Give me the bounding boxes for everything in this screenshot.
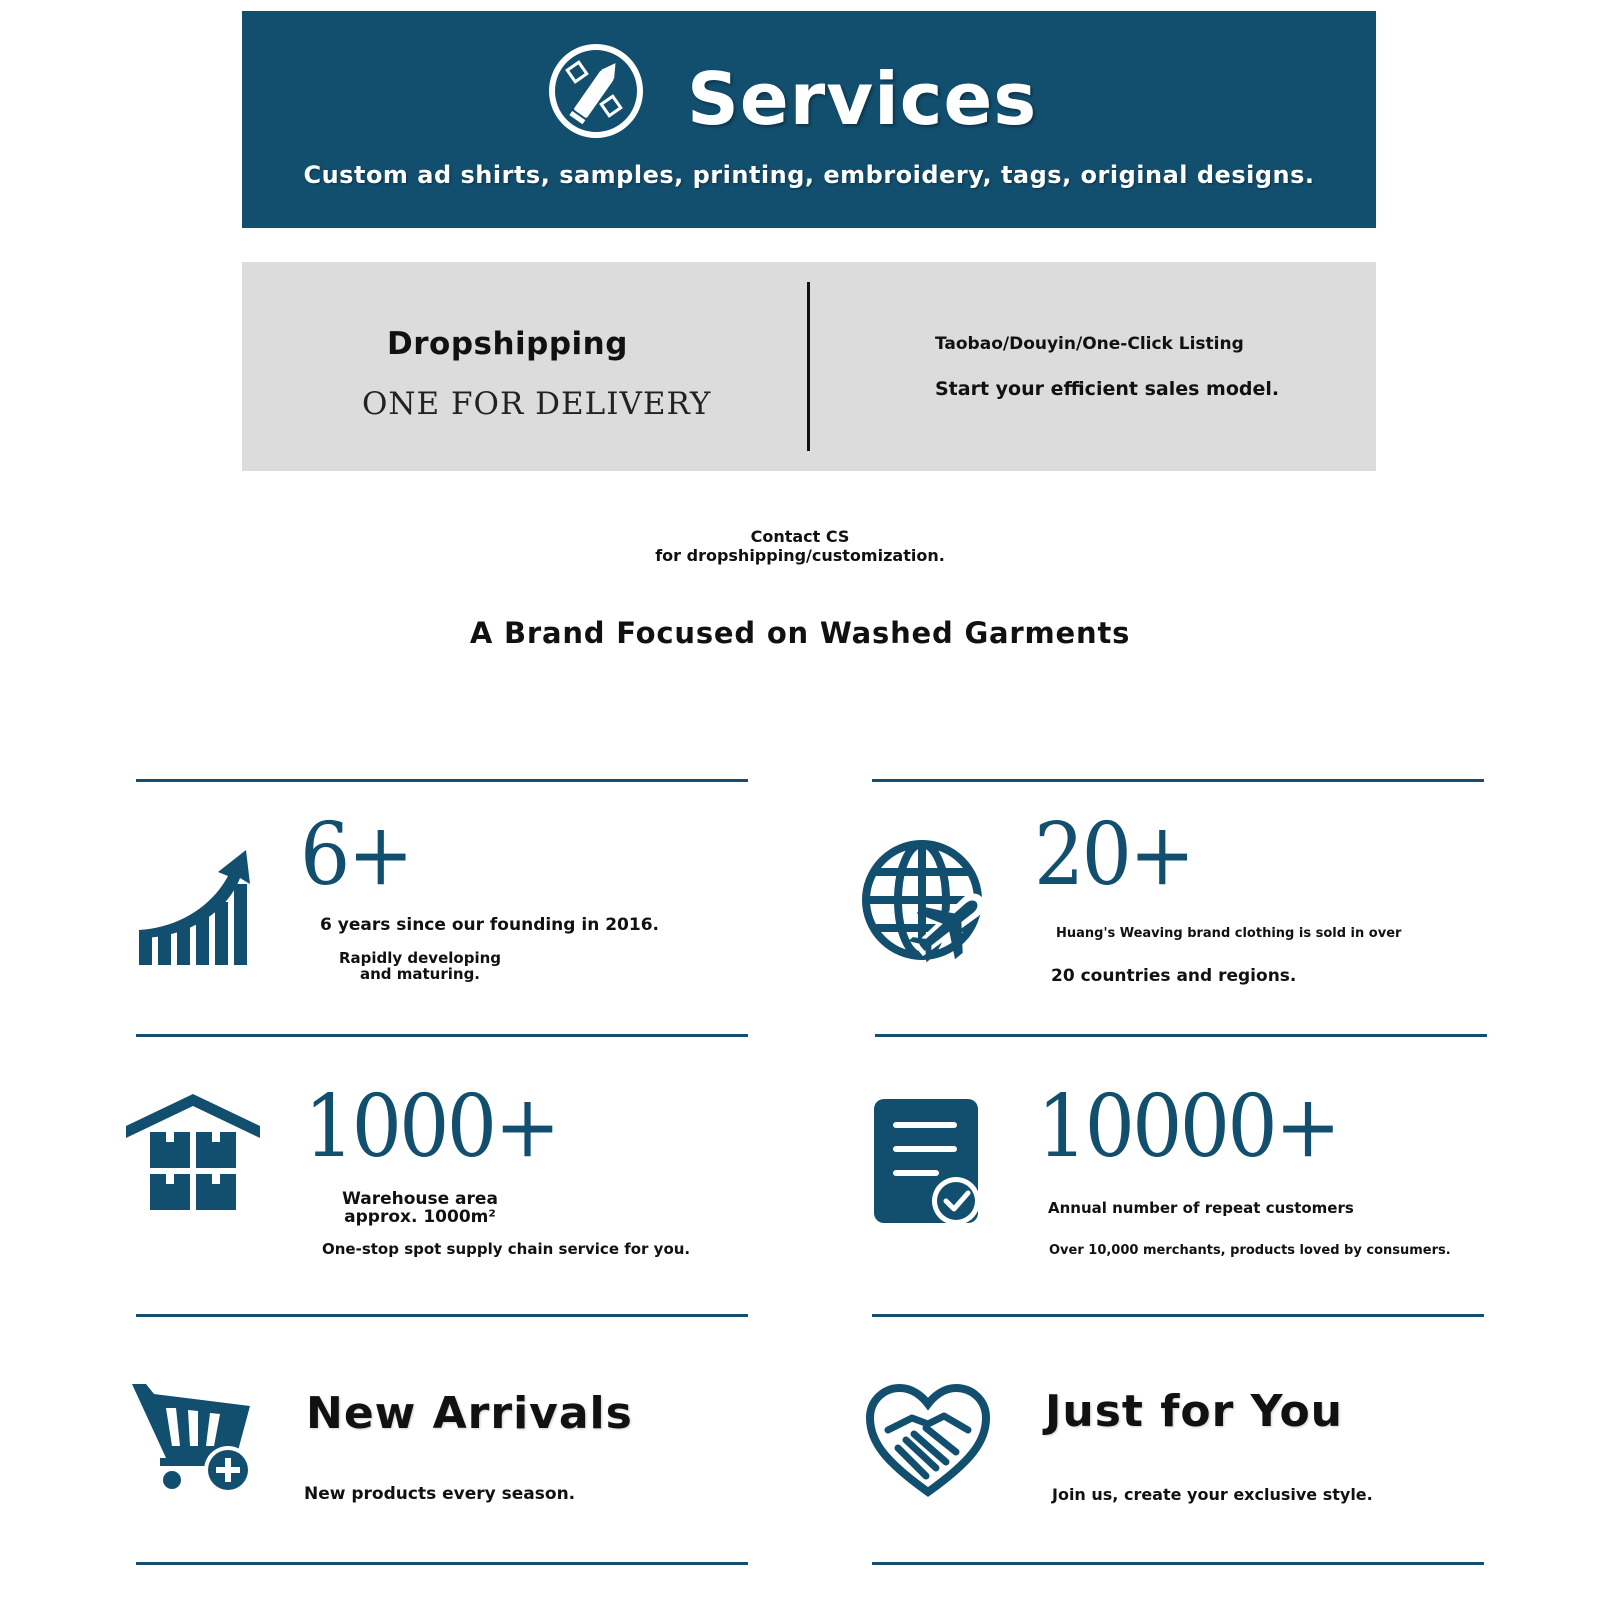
stat-text-developing-line1: Rapidly developing bbox=[338, 949, 502, 967]
just-for-you-text: Join us, create your exclusive style. bbox=[1052, 1485, 1373, 1504]
divider-line bbox=[136, 1562, 748, 1565]
stat-text-warehouse-line2: approx. 1000m² bbox=[344, 1207, 496, 1227]
stat-text-supply-chain: One-stop spot supply chain service for you. bbox=[322, 1240, 691, 1258]
growth-chart-icon bbox=[136, 848, 256, 968]
divider-line bbox=[872, 1562, 1484, 1565]
brand-heading: A Brand Focused on Washed Garments bbox=[469, 616, 1131, 650]
contact-line-2: for dropshipping/customization. bbox=[655, 546, 945, 565]
contact-cs-text bbox=[0, 527, 1600, 565]
stat-text-repeat-customers: Annual number of repeat customers bbox=[1048, 1199, 1354, 1217]
stat-text-founding: 6 years since our founding in 2016. bbox=[320, 915, 659, 935]
stat-value-countries: 20+ bbox=[1034, 805, 1193, 905]
divider-line bbox=[136, 1314, 748, 1317]
divider-line bbox=[875, 1034, 1487, 1037]
stat-text-sold-in: Huang's Weaving brand clothing is sold in over bbox=[1056, 926, 1402, 941]
globe-plane-icon bbox=[860, 838, 990, 968]
pencil-edit-icon bbox=[546, 41, 646, 141]
stat-value-customers: 10000+ bbox=[1037, 1077, 1339, 1177]
listing-platforms-text: Taobao/Douyin/One-Click Listing bbox=[935, 334, 1244, 354]
divider-line bbox=[136, 779, 748, 782]
sales-model-text: Start your efficient sales model. bbox=[935, 378, 1280, 400]
dropshipping-panel bbox=[242, 262, 1376, 471]
heart-handshake-icon bbox=[866, 1384, 990, 1498]
stat-text-developing-line2: and maturing. bbox=[359, 965, 480, 983]
stat-value-years: 6+ bbox=[300, 805, 412, 905]
stat-text-merchants: Over 10,000 merchants, products loved by consumers. bbox=[1049, 1243, 1451, 1258]
dropshipping-subtitle: ONE FOR DELIVERY bbox=[362, 386, 712, 422]
stat-text-countries: 20 countries and regions. bbox=[1051, 966, 1297, 986]
stat-text-warehouse-line1: Warehouse area bbox=[342, 1189, 498, 1209]
warehouse-icon bbox=[126, 1094, 260, 1214]
banner-subtitle: Custom ad shirts, samples, printing, embroidery, tags, original designs. bbox=[303, 161, 1315, 189]
banner-title: Services bbox=[687, 57, 1038, 141]
stat-value-warehouse: 1000+ bbox=[304, 1077, 558, 1177]
stat-text-warehouse bbox=[300, 1190, 540, 1226]
panel-divider bbox=[807, 282, 810, 451]
stat-text-developing bbox=[300, 950, 540, 982]
new-arrivals-heading: New Arrivals bbox=[306, 1388, 633, 1439]
divider-line bbox=[872, 1314, 1484, 1317]
divider-line bbox=[872, 779, 1484, 782]
document-check-icon bbox=[872, 1097, 990, 1227]
contact-line-1: Contact CS bbox=[750, 527, 850, 546]
divider-line bbox=[136, 1034, 748, 1037]
new-arrivals-text: New products every season. bbox=[304, 1484, 576, 1504]
just-for-you-heading: Just for You bbox=[1045, 1386, 1343, 1437]
services-banner bbox=[242, 11, 1376, 228]
dropshipping-title: Dropshipping bbox=[387, 326, 628, 362]
cart-add-icon bbox=[132, 1382, 256, 1496]
